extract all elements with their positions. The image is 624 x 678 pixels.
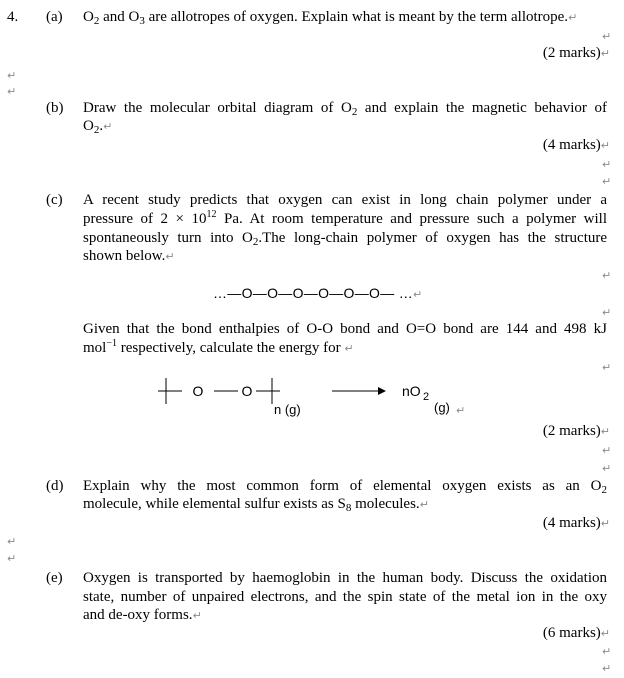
atom-o-1: O	[192, 383, 204, 399]
paragraph-mark: ↵	[602, 306, 612, 319]
paragraph-mark: ↵	[602, 30, 612, 43]
polymer-chain: …—O—O—O—O—O—O— …↵	[213, 285, 423, 301]
part-c-given-line2: mol$^{-1}$ respectively, calculate the energy for ↵	[83, 338, 354, 356]
question-number: 4.	[7, 9, 19, 25]
part-a-marks: (2 marks)↵	[542, 45, 610, 61]
reaction-scheme	[150, 374, 470, 422]
atom-o-2: O	[241, 383, 253, 399]
product-subscript: 2	[423, 391, 430, 403]
part-c-line3: spontaneously turn into $O_2.The$ long-chain polymer of oxygen has the structure	[83, 230, 608, 248]
paragraph-mark: ↵	[602, 462, 612, 475]
part-b-line1: Draw the molecular orbital diagram of $O_2$ and explain the magnetic behavior of	[83, 100, 607, 118]
part-c-label: (c)	[46, 192, 63, 208]
part-d-line2: molecule, while elemental sulfur exists as $S_8$ molecules.↵	[83, 496, 429, 514]
part-c-given-line1: Given that the bond enthalpies of O-O bond and O=O bond are 144 and 498 kJ	[83, 321, 607, 337]
part-e-line1: Oxygen is transported by haemoglobin in the human body. Discuss the oxidation	[83, 570, 607, 586]
part-b-line2: $O_2.↵$	[83, 118, 113, 136]
part-b-label: (b)	[46, 100, 64, 116]
part-a-label: (a)	[46, 9, 63, 25]
part-e-marks: (6 marks)↵	[542, 625, 610, 641]
paragraph-mark: ↵	[602, 158, 612, 171]
paragraph-mark: ↵	[7, 535, 17, 548]
product-formula: nO	[402, 383, 421, 399]
arrow-head	[378, 387, 386, 395]
paragraph-mark: ↵	[602, 645, 612, 658]
paragraph-mark: ↵	[602, 444, 612, 457]
paragraph-mark: ↵	[7, 85, 17, 98]
paragraph-mark: ↵	[602, 175, 612, 188]
paragraph-mark: ↵	[7, 69, 17, 82]
part-e-line3: and de-oxy forms.↵	[83, 607, 202, 623]
part-c-line4: shown below.↵	[83, 248, 175, 264]
part-b-marks: (4 marks)↵	[542, 137, 610, 153]
part-e-line2: state, number of unpaired electrons, and the spin state of the metal ion in the oxy	[83, 589, 607, 605]
part-a-text: $O_2$ and $O_3$ are allotropes of oxygen. Explain what is meant by the term allotrope.↵	[83, 9, 578, 27]
part-d-label: (d)	[46, 478, 64, 494]
part-c-marks: (2 marks)↵	[542, 423, 610, 439]
polymer-subscript: n (g)	[274, 402, 301, 417]
product-state: (g)	[434, 400, 450, 415]
paragraph-mark: ↵	[7, 552, 17, 565]
paragraph-mark: ↵	[456, 404, 466, 417]
paragraph-mark: ↵	[568, 11, 578, 24]
part-c-line1: A recent study predicts that oxygen can exist in long chain polymer under a	[83, 192, 607, 208]
part-c-line2: pressure of $2 \times 10^{12}$ Pa. At room temperature and pressure such a polymer will	[83, 209, 608, 227]
part-d-marks: (4 marks)↵	[542, 515, 610, 531]
paragraph-mark: ↵	[602, 662, 612, 675]
paragraph-mark: ↵	[602, 361, 612, 374]
part-d-line1: Explain why the most common form of elemental oxygen exists as an $O_2$	[83, 478, 607, 496]
part-e-label: (e)	[46, 570, 63, 586]
paragraph-mark: ↵	[602, 269, 612, 282]
